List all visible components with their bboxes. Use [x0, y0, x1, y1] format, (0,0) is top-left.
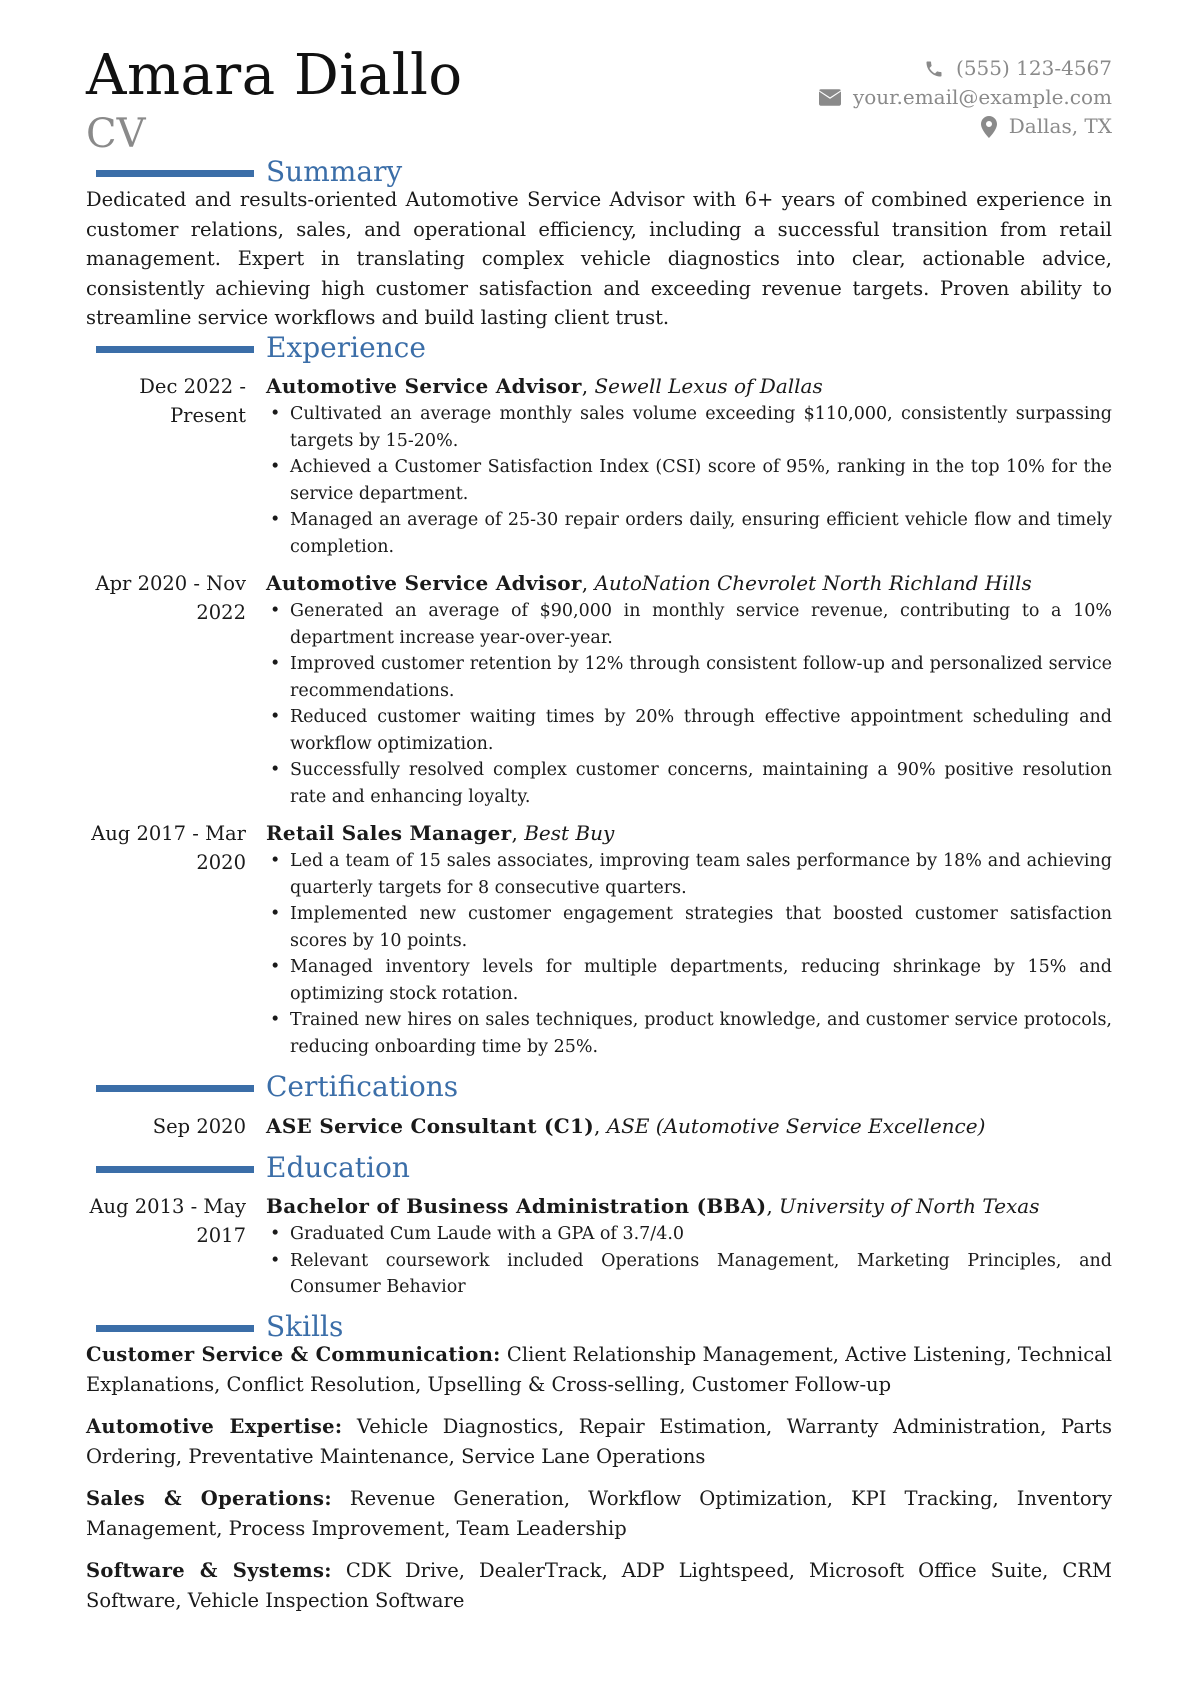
section-title: Summary [266, 155, 403, 188]
entry-date: Aug 2013 - May 2017 [89, 1195, 246, 1247]
entry-body [266, 1112, 1112, 1141]
entry-role: Retail Sales Manager [266, 821, 512, 845]
list-item: • Successfully resolved complex customer concerns, maintaining a 90% positive resolution rate and enhancing loyalty. [266, 757, 1112, 810]
skill-category: Sales & Operations: [86, 1487, 332, 1510]
entry-role: Bachelor of Business Administration (BBA) [266, 1194, 767, 1218]
section-rule [96, 1166, 254, 1173]
section-title: Experience [266, 331, 426, 364]
entry-bullets [266, 401, 1112, 560]
list-item: • Reduced customer waiting times by 20% through effective appointment scheduling and workflow optimization. [266, 704, 1112, 757]
envelope-icon [819, 89, 841, 106]
candidate-name: Amara Diallo [86, 43, 463, 108]
section-rule [96, 170, 254, 177]
summary-text: Dedicated and results-oriented Automotive Service Advisor with 6+ years of combined experience in customer relations, sales, and operational efficiency, including a successful transition from retail management. Expert in translating complex vehicle diagnostics into clear, actionable advice, consistently achieving high customer satisfaction and exceeding revenue targets. Proven ability to streamline service workflows and build lasting client trust. [86, 188, 1112, 329]
entry-heading: Automotive Service Advisor, Sewell Lexus of Dallas [266, 374, 823, 398]
entry-role: Automotive Service Advisor [266, 374, 582, 398]
entry-bullets [266, 1221, 1112, 1301]
entry-heading: Bachelor of Business Administration (BBA), University of North Texas [266, 1194, 1040, 1218]
list-item: • Managed inventory levels for multiple departments, reducing shrinkage by 15% and optimizing stock rotation. [266, 954, 1112, 1007]
entry-heading: Automotive Service Advisor, AutoNation Chevrolet North Richland Hills [266, 571, 1032, 595]
skill-items: Vehicle Diagnostics, Repair Estimation, Warranty Administration, Parts Ordering, Preventative Maintenance, Service Lane Operations [86, 1415, 1112, 1468]
contact-email[interactable] [819, 83, 1112, 112]
list-item: • Implemented new customer engagement strategies that boosted customer satisfaction scores by 10 points. [266, 901, 1112, 954]
section-title: Education [266, 1151, 410, 1184]
entry-role: Automotive Service Advisor [266, 571, 582, 595]
list-item: • Graduated Cum Laude with a GPA of 3.7/4.0 [266, 1221, 1112, 1248]
entry-body [266, 569, 1112, 810]
contact-location [819, 112, 1112, 141]
list-item: • Managed an average of 25-30 repair orders daily, ensuring efficient vehicle flow and timely completion. [266, 507, 1112, 560]
list-item: • Trained new hires on sales techniques, product knowledge, and customer service protocols, reducing onboarding time by 25%. [266, 1007, 1112, 1060]
entry-date: Dec 2022 - Present [139, 375, 246, 427]
map-marker-icon [981, 116, 997, 138]
entry-body [266, 819, 1112, 1060]
entry-organization: Sewell Lexus of Dallas [594, 374, 823, 398]
entry-body [266, 372, 1112, 560]
list-item: • Improved customer retention by 12% through consistent follow-up and personalized service recommendations. [266, 651, 1112, 704]
section-title: Skills [266, 1310, 344, 1343]
entry-organization: ASE (Automotive Service Excellence) [606, 1114, 986, 1138]
list-item: • Generated an average of $90,000 in monthly service revenue, contributing to a 10% department increase year-over-year. [266, 598, 1112, 651]
list-item: • Led a team of 15 sales associates, improving team sales performance by 18% and achieving quarterly targets for 8 consecutive quarters. [266, 848, 1112, 901]
skill-category: Software & Systems: [86, 1559, 332, 1582]
entry-bullets [266, 598, 1112, 810]
entry-bullets [266, 848, 1112, 1060]
section-rule [96, 1085, 254, 1092]
entry-date: Aug 2017 - Mar 2020 [91, 822, 246, 874]
skill-group [86, 1484, 1112, 1543]
entry-organization: University of North Texas [779, 1194, 1040, 1218]
skill-items: Revenue Generation, Workflow Optimization, KPI Tracking, Inventory Management, Process Improvement, Team Leadership [86, 1487, 1113, 1540]
entry-date: Apr 2020 - Nov 2022 [95, 572, 246, 624]
entry-organization: AutoNation Chevrolet North Richland Hills [594, 571, 1032, 595]
list-item: • Relevant coursework included Operations Management, Marketing Principles, and Consumer Behavior [266, 1248, 1112, 1301]
list-item: • Cultivated an average monthly sales volume exceeding $110,000, consistently surpassing targets by 15-20%. [266, 401, 1112, 454]
skill-group [86, 1412, 1112, 1471]
skill-group [86, 1340, 1112, 1399]
skill-group [86, 1556, 1112, 1615]
phone-text: (555) 123-4567 [956, 56, 1112, 80]
email-text[interactable]: your.email@example.com [852, 85, 1112, 109]
section-rule [96, 1325, 254, 1332]
entry-heading: ASE Service Consultant (C1), ASE (Automotive Service Excellence) [266, 1114, 986, 1138]
skill-items: CDK Drive, DealerTrack, ADP Lightspeed, Microsoft Office Suite, CRM Software, Vehicle Inspection Software [86, 1559, 1112, 1612]
contact-block [819, 54, 1112, 141]
skill-items: Client Relationship Management, Active Listening, Technical Explanations, Conflict Resolution, Upselling & Cross-selling, Customer Follow-up [86, 1343, 1112, 1396]
entry-organization: Best Buy [524, 821, 615, 845]
section-rule [96, 346, 254, 353]
phone-icon [924, 59, 944, 79]
location-text: Dallas, TX [1008, 114, 1112, 138]
entry-role: ASE Service Consultant (C1) [266, 1114, 594, 1138]
document-subtitle: CV [86, 111, 146, 157]
skill-category: Customer Service & Communication: [86, 1343, 501, 1366]
list-item: • Achieved a Customer Satisfaction Index (CSI) score of 95%, ranking in the top 10% for the service department. [266, 454, 1112, 507]
entry-heading: Retail Sales Manager, Best Buy [266, 821, 615, 845]
skill-category: Automotive Expertise: [86, 1415, 343, 1438]
entry-body [266, 1192, 1112, 1301]
section-title: Certifications [266, 1070, 459, 1103]
entry-date: Sep 2020 [152, 1115, 246, 1138]
contact-phone [819, 54, 1112, 83]
